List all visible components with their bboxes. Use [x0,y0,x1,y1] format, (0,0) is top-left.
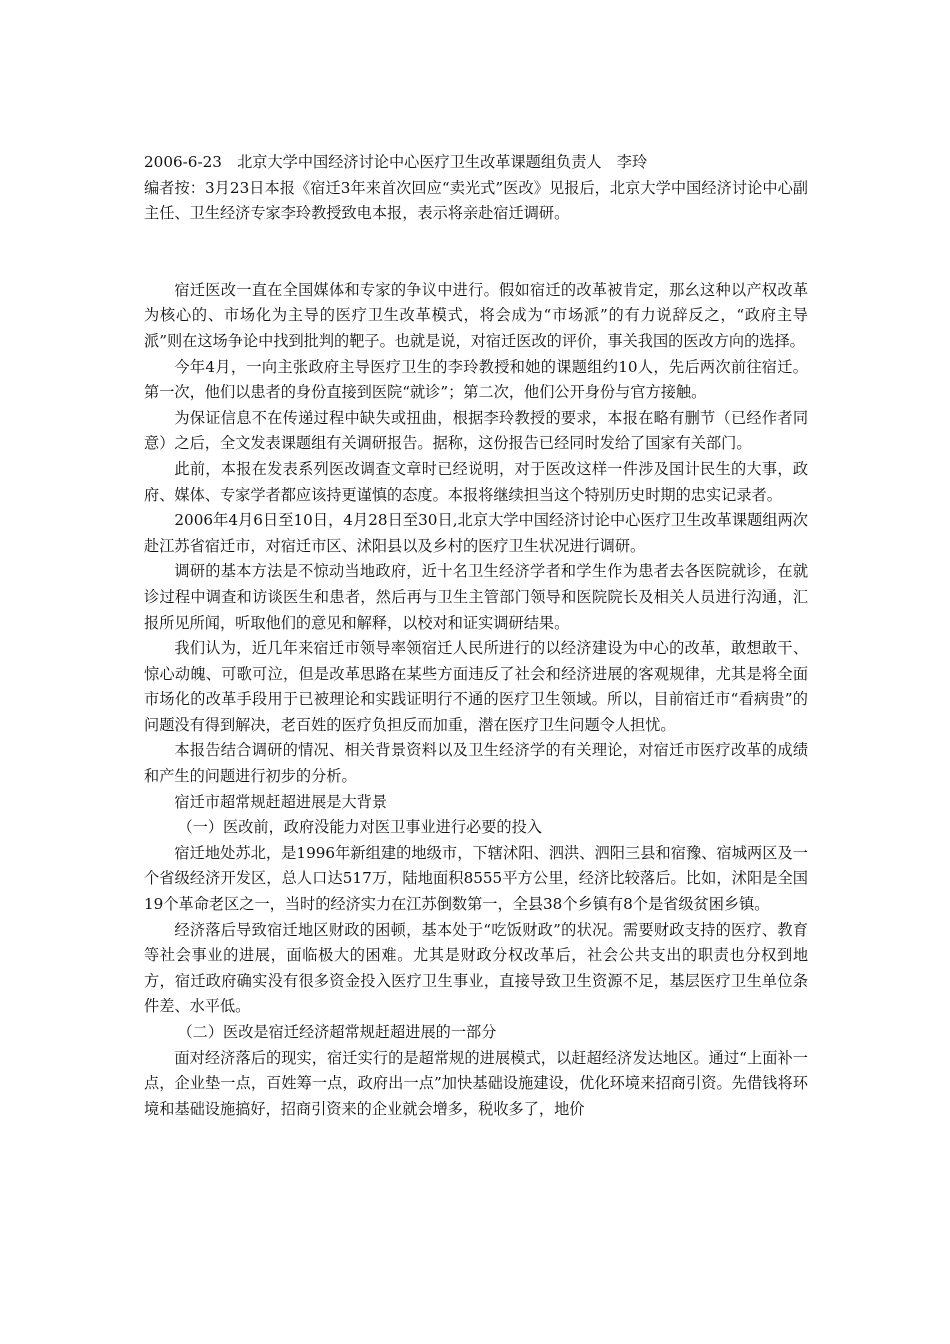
body-paragraph: 宿迁医改一直在全国媒体和专家的争议中进行。假如宿迁的改革被肯定，那幺这种以产权改革为核心的、市场化为主导的医疗卫生改革模式，将会成为“市场派”的有力说辞反之，“政府主导派”则在这场争论中找到批判的靶子。也就是说，对宿迁医改的评价，事关我国的医改方向的选择。 [144,280,808,350]
blank-gap [144,227,808,278]
body-paragraph: 调研的基本方法是不惊动当地政府，近十名卫生经济学者和学生作为患者去各医院就诊，在就诊过程中调查和访谈医生和患者，然后再与卫生主管部门领导和医院院长及相关人员进行沟通，汇报所见所闻，听取他们的意见和解释，以校对和证实调研结果。 [144,562,808,632]
subsection-heading: （一）医改前，政府没能力对医卫事业进行必要的投入 [177,818,542,837]
body-paragraph: 今年4月，一向主张政府主导医疗卫生的李玲教授和她的课题组约10人，先后两次前往宿迁。第一次，他们以患者的身份直接到医院“就诊”；第二次，他们公开身份与官方接触。 [144,357,808,402]
body-paragraph: 为保证信息不在传递过程中缺失或扭曲，根据李玲教授的要求，本报在略有删节（已经作者同意）之后，全文发表课题组有关调研报告。据称，这份报告已经同时发给了国家有关部门。 [144,408,808,453]
subsection-heading: （二）医改是宿迁经济超常规赶超进展的一部分 [177,1023,497,1041]
body-paragraph: 我们认为，近几年来宿迁市领导率领宿迁人民所进行的以经济建设为中心的改革，敢想敢干、惊心动魄、可歌可泣，但是改革思路在某些方面违反了社会和经济进展的客观规律，尤其是将全面市场化的改革手段用于已被理论和实践证明行不通的医疗卫生领域。所以，目前宿迁市“看病贵”的问题没有得到解决，老百姓的医疗负担反而加重，潜在医疗卫生问题令人担忧。 [144,639,808,734]
document-page [144,150,808,1122]
body-paragraph: 宿迁地处苏北，是1996年新组建的地级市，下辖沭阳、泗洪、泗阳三县和宿豫、宿城两区及一个省级经济开发区，总人口达517万，陆地面积8555平方公里，经济比较落后。比如，沭阳是全国19个革命老区之一，当时的经济实力在江苏倒数第一，全县38个乡镇有8个是省级贫困乡镇。 [144,843,808,914]
editor-note: 编者按：3月23日本报《宿迁3年来首次回应“卖光式”医改》见报后，北京大学中国经济讨论中心副主任、卫生经济专家李玲教授致电本报，表示将亲赴宿迁调研。 [144,178,808,223]
body-paragraph: 本报告结合调研的情况、相关背景资料以及卫生经济学的有关理论，对宿迁市医疗改革的成绩和产生的问题进行初步的分析。 [144,741,808,786]
body-paragraph: 经济落后导致宿迁地区财政的困顿，基本处于“吃饭财政”的状况。需要财政支持的医疗、教育等社会事业的进展，面临极大的困难。尤其是财政分权改革后，社会公共支出的职责也分权到地方，宿迁政府确实没有很多资金投入医疗卫生事业，直接导致卫生资源不足，基层医疗卫生单位条件差、水平低。 [144,920,808,1016]
body-paragraph: 2006年4月6日至10日，4月28日至30日,北京大学中国经济讨论中心医疗卫生改革课题组两次赴江苏省宿迁市，对宿迁市区、沭阳县以及乡村的医疗卫生状况进行调研。 [144,511,808,555]
body-paragraph: 面对经济落后的现实，宿迁实行的是超常规的进展模式，以赶超经济发达地区。通过“上面补一点，企业垫一点，百姓筹一点，政府出一点”加快基础设施建设，优化环境来招商引资。先借钱将环境和基础设施搞好，招商引资来的企业就会增多，税收多了，地价 [144,1048,808,1118]
section-heading: 宿迁市超常规赶超进展是大背景 [174,792,388,811]
article-dateline: 2006-6-23 北京大学中国经济讨论中心医疗卫生改革课题组负责人 李玲 [144,153,648,171]
body-paragraph: 此前，本报在发表系列医改调查文章时已经说明，对于医改这样一件涉及国计民生的大事，政府、媒体、专家学者都应该持更谨慎的态度。本报将继续担当这个特别历史时期的忠实记录者。 [144,459,808,504]
